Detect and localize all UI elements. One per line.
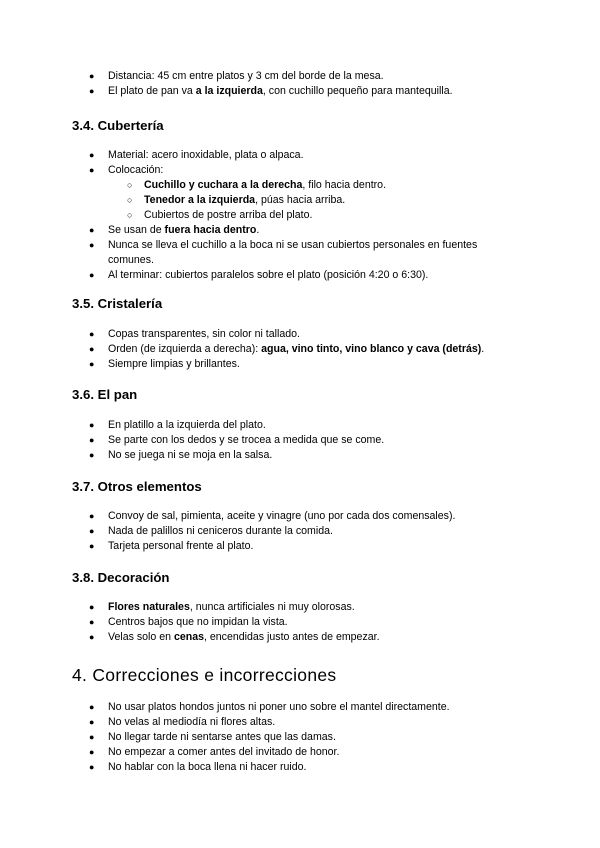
bullet-icon: ● [89, 344, 95, 354]
section-3-6-heading: 3.6. El pan [72, 387, 138, 402]
list-item-text: . [256, 224, 260, 236]
list-item [0, 223, 600, 238]
bullet-icon: ● [89, 71, 95, 81]
list-item-text: Al terminar: cubiertos paralelos sobre el plato (posición 4:20 o 6:30). [108, 269, 429, 281]
bullet-icon: ● [89, 450, 95, 460]
bullet-icon: ● [89, 240, 95, 250]
bullet-icon: ● [89, 359, 95, 369]
list-item [0, 84, 600, 99]
list-item-text: Cubiertos de postre arriba del plato. [144, 209, 313, 221]
hollow-bullet-icon: ○ [127, 210, 133, 220]
list-item-text: Velas solo en [108, 631, 174, 643]
bullet-icon: ● [89, 732, 95, 742]
section-3-6-list [0, 418, 600, 463]
list-item-text: Material: acero inoxidable, plata o alpaca. [108, 149, 304, 161]
bold-text: a la izquierda [195, 85, 263, 97]
list-item [0, 730, 600, 745]
bold-text: Flores naturales [108, 601, 190, 613]
section-3-5-heading: 3.5. Cristalería [72, 296, 163, 311]
sub-list-item [0, 178, 600, 193]
list-item-text: En platillo a la izquierda del plato. [108, 419, 266, 431]
bold-text: Tenedor a la izquierda [144, 194, 256, 206]
list-item [0, 327, 600, 342]
bold-text: Cuchillo y cuchara a la derecha [144, 179, 303, 191]
bullet-icon: ● [89, 617, 95, 627]
list-item-text: Colocación: [108, 164, 164, 176]
section-3-4-heading: 3.4. Cubertería [72, 118, 164, 133]
bullet-icon: ● [89, 165, 95, 175]
list-item-text: Nunca se lleva el cuchillo a la boca ni se usan cubiertos personales en fuentes comunes. [108, 239, 478, 266]
list-item [0, 238, 600, 268]
list-item [0, 539, 600, 554]
list-item-text: . [481, 343, 485, 355]
list-item-text: Se usan de [108, 224, 165, 236]
list-item-text: , con cuchillo pequeño para mantequilla. [262, 85, 453, 97]
section-4-heading: 4. Correcciones e incorrecciones [72, 665, 337, 685]
list-item [0, 715, 600, 730]
list-item-text: , púas hacia arriba. [255, 194, 346, 206]
bullet-icon: ● [89, 150, 95, 160]
bullet-icon: ● [89, 511, 95, 521]
list-item [0, 524, 600, 539]
list-item [0, 630, 600, 645]
bullet-icon: ● [89, 541, 95, 551]
list-item [0, 148, 600, 163]
bold-text: fuera hacia dentro [164, 224, 257, 236]
list-item-text: Orden (de izquierda a derecha): [108, 343, 262, 355]
list-item [0, 615, 600, 630]
hollow-bullet-icon: ○ [127, 180, 133, 190]
bullet-icon: ● [89, 702, 95, 712]
list-item-text: No se juega ni se moja en la salsa. [108, 449, 273, 461]
list-item [0, 69, 600, 84]
bullet-icon: ● [89, 747, 95, 757]
list-item-text: Nada de palillos ni ceniceros durante la comida. [108, 525, 333, 537]
section-3-7-heading: 3.7. Otros elementos [72, 479, 202, 494]
list-item-text: Se parte con los dedos y se trocea a medida que se come. [108, 434, 385, 446]
list-item [0, 448, 600, 463]
bullet-icon: ● [89, 420, 95, 430]
section-3-5-list [0, 327, 600, 372]
list-item-text: Copas transparentes, sin color ni tallado. [108, 328, 300, 340]
section-3-8-heading: 3.8. Decoración [72, 570, 170, 585]
list-item-text: Tarjeta personal frente al plato. [108, 540, 254, 552]
list-item-text: No usar platos hondos juntos ni poner uno sobre el mantel directamente. [108, 701, 450, 713]
list-item-text: No llegar tarde ni sentarse antes que las damas. [108, 731, 336, 743]
list-item [0, 509, 600, 524]
list-item [0, 163, 600, 178]
bullet-icon: ● [89, 435, 95, 445]
section-3-7-list [0, 509, 600, 554]
list-item-text: El plato de pan va [108, 85, 196, 97]
bullet-icon: ● [89, 717, 95, 727]
bullet-icon: ● [89, 225, 95, 235]
bold-text: cenas [173, 631, 205, 643]
bullet-icon: ● [89, 86, 95, 96]
list-item-text: , encendidas justo antes de empezar. [204, 631, 380, 643]
bullet-icon: ● [89, 270, 95, 280]
list-item-text: Convoy de sal, pimienta, aceite y vinagre (uno por cada dos comensales). [108, 510, 456, 522]
list-item-text: No hablar con la boca llena ni hacer ruido. [108, 761, 307, 773]
list-item-text: , nunca artificiales ni muy olorosas. [189, 601, 355, 613]
list-item-text: , filo hacia dentro. [302, 179, 387, 191]
bullet-icon: ● [89, 329, 95, 339]
sub-list-item [0, 208, 600, 223]
list-item [0, 357, 600, 372]
bullet-icon: ● [89, 526, 95, 536]
list-item-text: Centros bajos que no impidan la vista. [108, 616, 288, 628]
bullet-icon: ● [89, 762, 95, 772]
list-item [0, 268, 600, 283]
section-3-4-list [0, 148, 600, 283]
hollow-bullet-icon: ○ [127, 195, 133, 205]
list-item [0, 342, 600, 357]
list-item [0, 700, 600, 715]
list-item [0, 745, 600, 760]
section-3-8-list [0, 600, 600, 645]
list-item [0, 600, 600, 615]
list-item [0, 418, 600, 433]
intro-list [0, 69, 600, 99]
bullet-icon: ● [89, 632, 95, 642]
section-4-list [0, 700, 600, 775]
list-item-text: Distancia: 45 cm entre platos y 3 cm del borde de la mesa. [108, 70, 384, 82]
list-item [0, 760, 600, 775]
bullet-icon: ● [89, 602, 95, 612]
list-item-text: Siempre limpias y brillantes. [108, 358, 240, 370]
list-item [0, 433, 600, 448]
list-item-text: No empezar a comer antes del invitado de honor. [108, 746, 340, 758]
bold-text: agua, vino tinto, vino blanco y cava (detrás) [261, 343, 482, 355]
sub-list-item [0, 193, 600, 208]
list-item-text: No velas al mediodía ni flores altas. [108, 716, 276, 728]
